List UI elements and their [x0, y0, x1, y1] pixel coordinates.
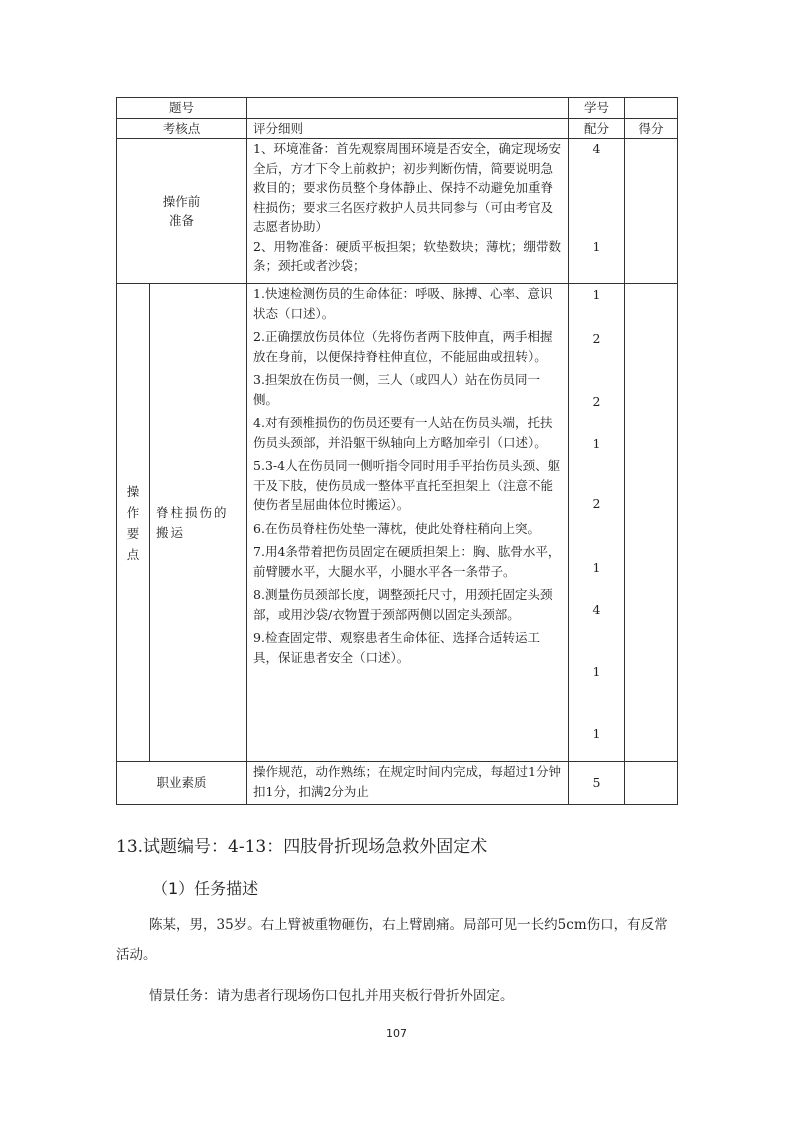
ops-item-2: 2.正确摆放伤员体位（先将伤者两下肢伸直，两手相握放在身前，以便保持脊柱伸直位，不能屈曲或扭转）。 [253, 329, 553, 364]
ops-score-6: 1 [592, 560, 601, 575]
prof-score: 5 [569, 762, 625, 805]
prep-score-2: 1 [592, 238, 601, 254]
title-label: 题号 [117, 98, 247, 119]
prep-got [625, 139, 678, 284]
prep-item-2: 2、用物准备：硬质平板担架；软垫数块；薄枕；绷带数条；颈托或者沙袋； [253, 238, 561, 273]
ops-score-8: 1 [592, 664, 601, 679]
point-header: 考核点 [117, 118, 247, 139]
ops-item-7: 7.用4条带着把伤员固定在硬质担架上：胸、肱骨水平，前臂腰水平，大腿水平，小腿水平各一条带子。 [253, 544, 561, 579]
ops-label [117, 284, 150, 762]
ops-item-4: 4.对有颈椎损伤的伤员还要有一人站在伤员头端，托扶伤员头颈部，并沿躯干纵轴向上方略加牵引（口述）。 [253, 415, 553, 450]
prof-label: 职业素质 [117, 762, 247, 805]
prep-label [117, 139, 247, 284]
prep-scores [569, 139, 625, 284]
student-no-label: 学号 [569, 98, 625, 119]
ops-item-3: 3.担架放在伤员一侧，三人（或四人）站在伤员同一侧。 [253, 372, 540, 407]
ops-label-char-3: 要 [126, 525, 140, 541]
scenario-task: 情景任务：请为患者行现场伤口包扎并用夹板行骨折外固定。 [149, 988, 514, 1004]
ops-label-char-2: 作 [126, 504, 140, 520]
ops-label-char-4: 点 [126, 546, 140, 562]
table-row [117, 284, 678, 762]
table-row [117, 762, 678, 805]
ops-item-8: 8.测量伤员颈部长度，调整颈托尺寸，用颈托固定头颈部，或用沙袋/衣物置于颈部两侧以固定头颈部。 [253, 587, 553, 622]
prep-label-line2: 准备 [169, 213, 195, 228]
student-no-value [625, 98, 678, 119]
prof-detail: 操作规范，动作熟练；在规定时间内完成，每超过1分钟扣1分，扣满2分为止 [247, 762, 569, 805]
prep-label-line1: 操作前 [162, 193, 201, 209]
ops-label-char-1: 操 [126, 483, 140, 499]
prep-item-1: 1、环境准备：首先观察周围环境是否安全，确定现场安全后，方才下令上前救护；初步判断伤情，简要说明急救目的；要求伤员整个身体静止、保持不动避免加重脊柱损伤；要求三名医疗救护人员共同参与（可由考官及志愿者协助） [253, 141, 561, 234]
prof-got [625, 762, 678, 805]
ops-score-2: 2 [592, 331, 601, 346]
detail-header: 评分细则 [247, 118, 569, 139]
got-header: 得分 [625, 118, 678, 139]
ops-item-5: 5.3-4人在伤员同一侧听指令同时用手平抬伤员头颈、躯干及下肢，使伤员成一整体平直托至担架上（注意不能使伤者呈屈曲体位时搬运）。 [253, 458, 561, 512]
ops-score-1: 1 [592, 287, 601, 302]
ops-score-3: 2 [592, 394, 601, 409]
section-subheading: （1）任务描述 [152, 879, 259, 898]
ops-sub-label: 脊柱损伤的搬运 [150, 284, 247, 762]
prep-details [247, 139, 569, 284]
table-row [117, 98, 678, 119]
page-number: 107 [386, 1027, 407, 1040]
ops-score-7: 4 [592, 602, 601, 617]
title-value [247, 98, 569, 119]
table-row [117, 139, 678, 284]
ops-item-6: 6.在伤员脊柱伤处垫一薄枕，使此处脊柱稍向上突。 [253, 520, 540, 536]
ops-details [247, 284, 569, 762]
ops-score-4: 1 [592, 436, 601, 451]
ops-scores [569, 284, 625, 762]
task-description: 陈某，男，35岁。右上臂被重物砸伤，右上臂剧痛。局部可见一长约5cm伤口，有反常活动。 [116, 917, 668, 963]
ops-score-5: 2 [592, 496, 601, 511]
score-header: 配分 [569, 118, 625, 139]
ops-item-9: 9.检查固定带、观察患者生命体征、选择合适转运工具，保证患者安全（口述）。 [253, 630, 540, 665]
ops-item-1: 1.快速检测伤员的生命体征：呼吸、脉搏、心率、意识状态（口述）。 [253, 286, 553, 321]
section-heading: 13.试题编号：4-13：四肢骨折现场急救外固定术 [116, 837, 488, 857]
table-row [117, 118, 678, 139]
ops-got [625, 284, 678, 762]
scoring-table [116, 97, 678, 805]
prep-score-1: 4 [592, 141, 601, 156]
ops-score-9: 1 [592, 726, 601, 741]
